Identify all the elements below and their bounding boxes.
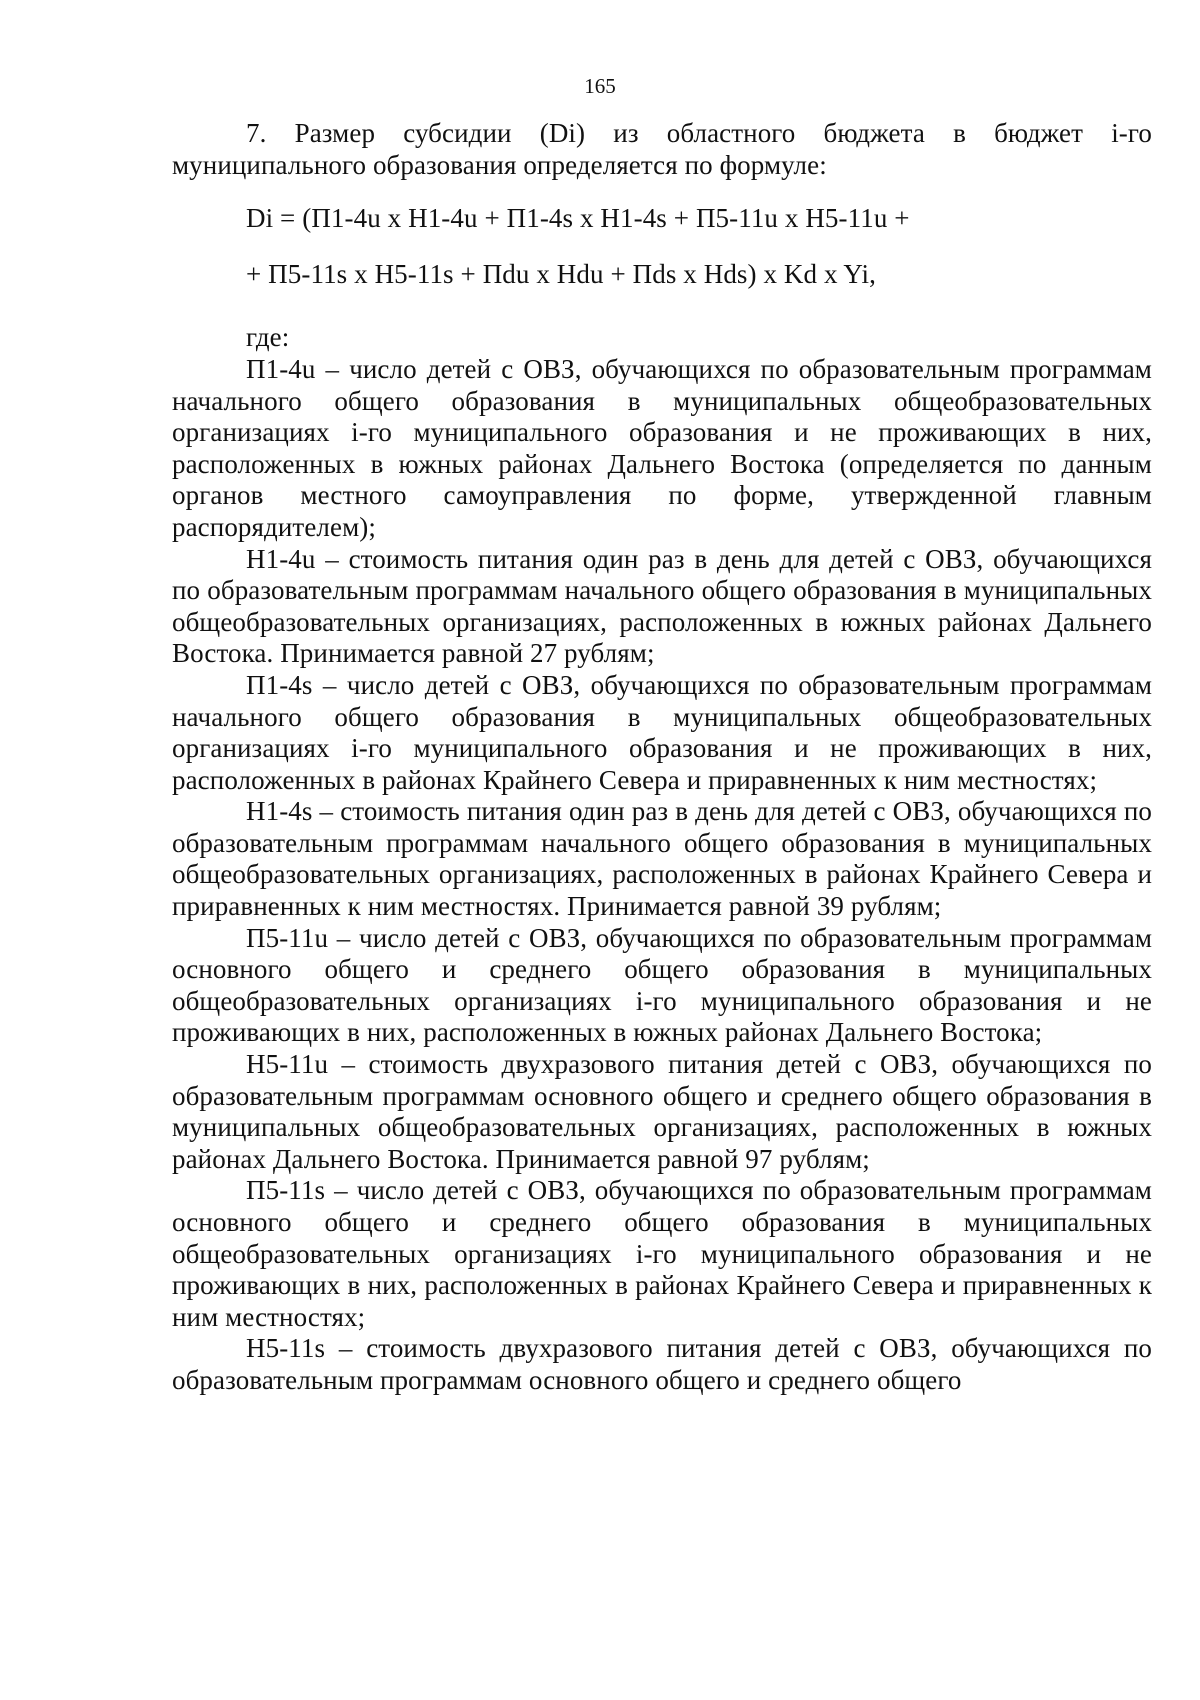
definition-dash: – xyxy=(334,1175,348,1206)
definition-term: П5-11s xyxy=(246,1175,326,1206)
page-number: 165 xyxy=(584,74,616,98)
definition-term: H5-11u xyxy=(246,1049,329,1080)
definition-text: число детей с ОВЗ, обучающихся по образовательным программам начального общего образования в муниципальных общеобразовательных организациях i-го муниципального образования и не проживающих в них, расположенных в южных районах Дальнего Востока (определяется по данным органов местного самоуправления по форме, утвержденной главным распорядителем); xyxy=(172,353,1152,542)
formula-line-1: Di = (П1-4u x H1-4u + П1-4s x H1-4s + П5-11u x H5-11u + xyxy=(246,203,910,234)
definition-dash: – xyxy=(341,1049,356,1080)
definition-dash: – xyxy=(325,543,339,574)
definition-dash: – xyxy=(325,353,340,384)
definition-p5-11s xyxy=(172,1175,1152,1333)
formula-line-2: + П5-11s x H5-11s + Пdu x Hdu + Пds x Hds) x Kd x Yi, xyxy=(246,258,876,289)
definition-h5-11s xyxy=(172,1333,1152,1396)
definition-term: П1-4s xyxy=(246,669,313,700)
definition-h1-4s xyxy=(172,796,1152,922)
definition-text: число детей с ОВЗ, обучающихся по образовательным программам основного общего и среднего общего образования в муниципальных общеобразовательных организациях i-го муниципального образования и не проживающих в них, расположенных в районах Крайнего Севера и приравненных к ним местностях; xyxy=(172,1175,1152,1332)
definition-text: стоимость питания один раз в день для детей с ОВЗ, обучающихся по образовательным программам начального общего образования в муниципальных общеобразовательных организациях, расположенных в районах Крайнего Севера и приравненных к ним местностях. Принимается равной 39 рублям; xyxy=(172,796,1152,922)
definition-p5-11u xyxy=(172,923,1152,1049)
definition-text: число детей с ОВЗ, обучающихся по образовательным программам начального общего образования в муниципальных общеобразовательных организациях i-го муниципального образования и не проживающих в них, расположенных в районах Крайнего Севера и приравненных к ним местностях; xyxy=(172,669,1153,795)
definition-term: H1-4u xyxy=(246,543,316,574)
definition-term: H5-11s xyxy=(246,1333,326,1364)
where-label: где: xyxy=(246,322,290,353)
definition-dash: – xyxy=(322,669,337,700)
definition-text: число детей с ОВЗ, обучающихся по образовательным программам основного общего и среднего общего образования в муниципальных общеобразовательных организациях i-го муниципального образования и не проживающих в них, расположенных в южных районах Дальнего Востока; xyxy=(172,922,1152,1048)
definition-term: П1-4u xyxy=(246,353,316,384)
definition-term: H1-4s xyxy=(246,796,313,827)
definition-text: стоимость двухразового питания детей с ОВЗ, обучающихся по образовательным программам основного общего и среднего общего xyxy=(172,1333,1152,1395)
definition-p1-4s xyxy=(172,670,1152,796)
definition-text: стоимость двухразового питания детей с ОВЗ, обучающихся по образовательным программам основного общего и среднего общего образования в муниципальных общеобразовательных организациях, расположенных в южных районах Дальнего Востока. Принимается равной 97 рублям; xyxy=(172,1049,1152,1174)
definition-h5-11u xyxy=(172,1049,1152,1175)
definition-text: стоимость питания один раз в день для детей с ОВЗ, обучающихся по образовательным программам начального общего образования в муниципальных общеобразовательных организациях, расположенных в южных районах Дальнего Востока. Принимается равной 27 рублям; xyxy=(172,543,1152,669)
definition-term: П5-11u xyxy=(246,922,329,953)
definition-dash: – xyxy=(336,922,351,953)
document-body xyxy=(172,118,1152,1397)
definition-dash: – xyxy=(319,796,334,827)
definition-p1-4u xyxy=(172,354,1152,544)
intro-paragraph: 7. Размер субсидии (Di) из областного бюджета в бюджет i-го муниципального образования определяется по формуле: xyxy=(172,118,1152,180)
definition-dash: – xyxy=(338,1333,353,1364)
definition-h1-4u xyxy=(172,544,1152,670)
